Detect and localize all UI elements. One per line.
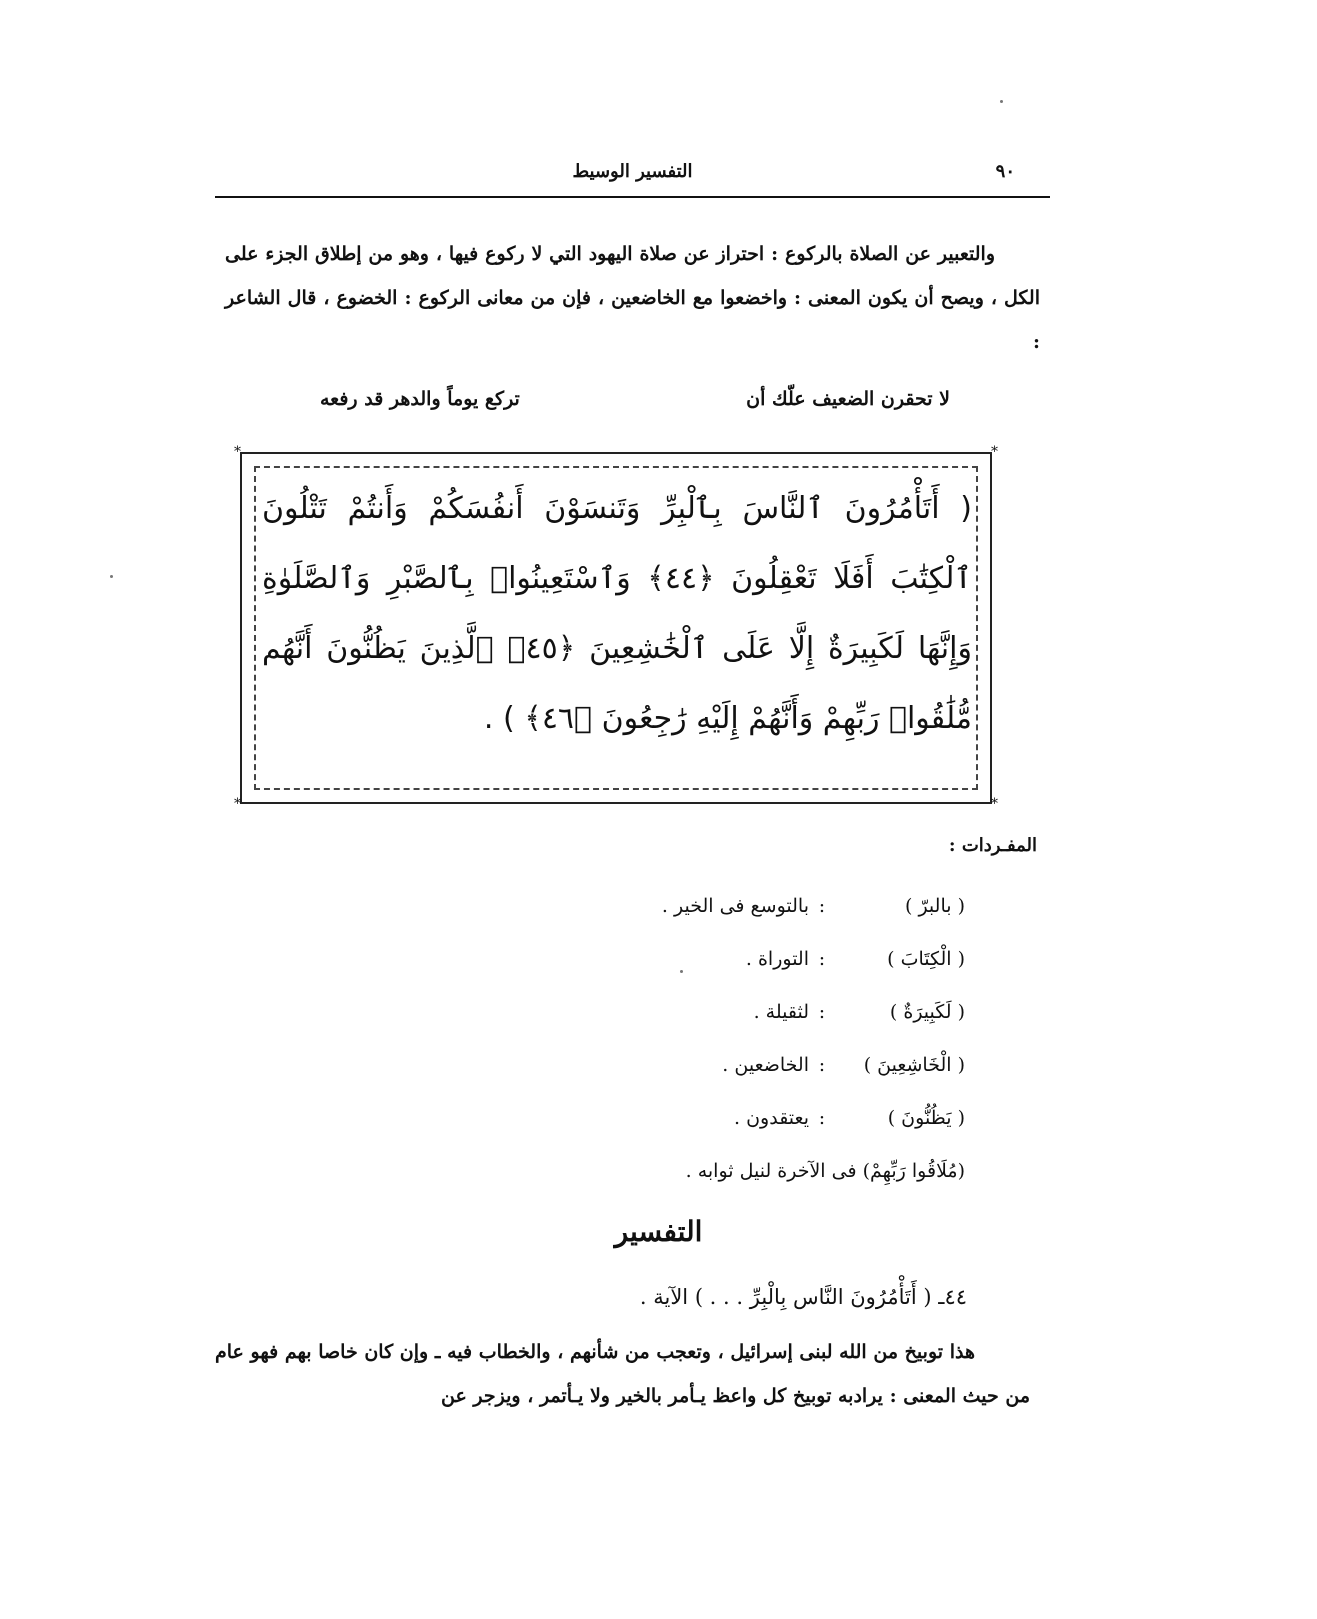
vocabulary-meaning: التوراة .	[745, 948, 809, 970]
vocabulary-meaning: الخاضعين .	[722, 1054, 809, 1076]
scan-speck	[110, 575, 113, 578]
vocabulary-term: ( بالبرّ )	[905, 895, 965, 917]
vocabulary-term: ( الْخَاشِعِينَ )	[863, 1054, 965, 1076]
page-number: ٩٠	[995, 161, 1015, 182]
quran-box	[234, 444, 998, 812]
vocabulary-item	[465, 1039, 965, 1092]
corner-star-icon: *	[234, 444, 241, 460]
tafsir-paragraph: هذا توبيخ من الله لبنى إسرائيل ، وتعجب من شأنهم ، والخطاب فيه ـ وإن كان خاصا بهم فهو عام من حيث المعنى : يرادبه توبيخ كل واعظ يـأمر بالخير ولا يـأتمر ، ويزجر عن	[215, 1341, 1030, 1407]
running-title: التفسير الوسيط	[572, 161, 693, 182]
scan-speck	[1000, 100, 1003, 103]
vocabulary-term: ( لَكَبِيرَةٌ )	[889, 1001, 965, 1023]
scan-speck	[680, 970, 683, 973]
vocabulary-heading: المفـردات :	[948, 835, 1037, 856]
section-heading: التفسير	[614, 1215, 703, 1248]
vocabulary-term: (مُلَاقُوا رَبِّهِمْ)	[862, 1160, 965, 1182]
vocabulary-item	[465, 880, 965, 933]
verse-reference: ٤٤ـ ( أَتَأْمُرُونَ النَّاس بِالْبِرِّ . . . ) الآية .	[639, 1285, 967, 1309]
quran-verses: ( أَتَأْمُرُونَ ٱلنَّاسَ بِٱلْبِرِّ وَتَنسَوْنَ أَنفُسَكُمْ وَأَنتُمْ تَتْلُونَ ٱلْكِتَٰبَ أَفَلَا تَعْقِلُونَ ﴿٤٤﴾ وَٱسْتَعِينُوا۟ بِٱلصَّبْرِ وَٱلصَّلَوٰةِ وَإِنَّهَا لَكَبِيرَةٌ إِلَّا عَلَى ٱلْخَٰشِعِينَ ﴿٤٥﴾ ٱلَّذِينَ يَظُنُّونَ أَنَّهُم مُّلَٰقُوا۟ رَبِّهِمْ وَأَنَّهُمْ إِلَيْهِ رَٰجِعُونَ ﴿٤٦﴾ ) .	[262, 491, 972, 736]
vocabulary-separator: :	[818, 948, 826, 970]
vocabulary-meaning: فى الآخرة لنيل ثوابه .	[685, 1160, 857, 1182]
corner-star-icon: *	[991, 444, 998, 460]
vocabulary-meaning: لثقيلة .	[753, 1001, 809, 1023]
vocabulary-separator: :	[818, 1054, 826, 1076]
vocabulary-meaning: بالتوسع فى الخير .	[661, 895, 809, 917]
vocabulary-separator: :	[818, 1001, 826, 1023]
vocabulary-separator: :	[818, 1107, 826, 1129]
header-rule	[215, 196, 1050, 198]
vocabulary-item	[465, 986, 965, 1039]
poem-second-half: تركع يوماً والدهر قد رفعه	[320, 388, 520, 410]
corner-star-icon: *	[234, 796, 241, 812]
vocabulary-term: ( يَظُنُّونَ )	[887, 1107, 965, 1129]
vocabulary-item	[465, 933, 965, 986]
poem-first-half: لا تحقرن الضعيف علّك أن	[746, 388, 950, 410]
vocabulary-meaning: يعتقدون .	[734, 1107, 809, 1129]
poem-verse	[320, 382, 950, 422]
intro-paragraph: والتعبير عن الصلاة بالركوع : احتراز عن صلاة اليهود التي لا ركوع فيها ، وهو من إطلاق الجزء على الكل ، ويصح أن يكون المعنى : واخضعوا مع الخاضعين ، فإن من معانى الركوع : الخضوع ، قال الشاعر :	[225, 243, 1040, 353]
page-header	[215, 155, 1050, 195]
vocabulary-separator: :	[818, 895, 826, 917]
vocabulary-list	[465, 880, 965, 1198]
vocabulary-item	[465, 1092, 965, 1145]
vocabulary-term: ( الْكِتَابَ )	[887, 948, 965, 970]
vocabulary-item	[465, 1145, 965, 1198]
corner-star-icon: *	[991, 796, 998, 812]
